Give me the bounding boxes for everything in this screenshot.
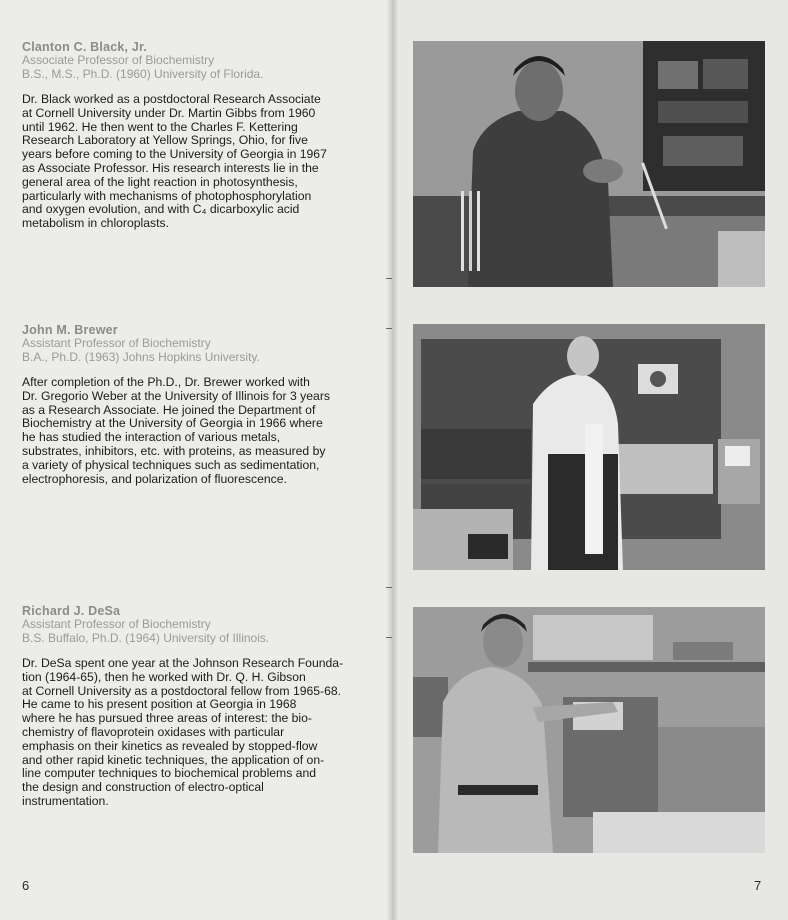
photo-desa-image (413, 607, 765, 853)
bio-black (22, 40, 374, 231)
bio-degree: B.A., Ph.D. (1963) Johns Hopkins University. (22, 349, 260, 364)
center-fold (386, 0, 398, 920)
photo-brewer-image (413, 324, 765, 570)
fold-mark (386, 637, 392, 638)
photo-desa (413, 607, 765, 853)
bio-title: Assistant Professor of Biochemistry (22, 617, 211, 631)
bio-title: Associate Professor of Biochemistry (22, 53, 215, 67)
fold-mark (386, 587, 392, 588)
bio-degree: B.S. Buffalo, Ph.D. (1964) University of Illinois. (22, 630, 270, 645)
bio-name: Richard J. DeSa (22, 604, 121, 618)
fold-mark (386, 328, 392, 329)
page-number-left: 6 (22, 878, 30, 893)
bio-name: Clanton C. Black, Jr. (22, 40, 148, 54)
photo-black (413, 41, 765, 287)
bio-text: After completion of the Ph.D., Dr. Brewer worked with Dr. Gregorio Weber at the University of Illinois for 3 years as a Research Associate. He joined the Department of Biochemistry at the University of Georgia in 1966 where he has studied the interaction of various metals, substrates, inhibitors, etc. with proteins, as measured by a variety of physical techniques such as sedimentation, electrophoresis, and polarization of fluorescence. (22, 375, 330, 486)
bio-text: Dr. Black worked as a postdoctoral Research Associate at Cornell University under Dr. Martin Gibbs from 1960 until 1962. He then went to the Charles F. Kettering Research Laboratory at Yellow Springs, Ohio, for five years before coming to the University of Georgia in 1967 as Associate Professor. His research interests lie in the general area of the light reaction in photosynthesis, particularly with mechanisms of photophosphorylation and oxygen evolution, and with C₄ dicarboxylic acid metabolism in chloroplasts. (22, 92, 327, 231)
bio-degree: B.S., M.S., Ph.D. (1960) University of Florida. (22, 66, 264, 81)
page-number-right: 7 (754, 878, 762, 893)
bio-desa (22, 604, 374, 809)
fold-mark (386, 278, 392, 279)
bio-text: Dr. DeSa spent one year at the Johnson Research Founda- tion (1964-65), then he worked with Dr. Q. H. Gibson at Cornell University as a postdoctoral fellow from 1965-68. He came to his present position at Georgia in 1968 where he has pursued three areas of interest: the bio- chemistry of flavoprotein oxidases with particular emphasis on their kinetics as revealed by stopped-flow and other rapid kinetic techniques, the application of on- line computer techniques to biochemical problems and the design and construction of electro-optical instrumentation. (22, 656, 344, 808)
bio-name: John M. Brewer (22, 323, 118, 337)
bio-brewer (22, 323, 374, 486)
photo-black-image (413, 41, 765, 287)
left-page (0, 0, 392, 920)
photo-brewer (413, 324, 765, 570)
bio-title: Assistant Professor of Biochemistry (22, 336, 211, 350)
